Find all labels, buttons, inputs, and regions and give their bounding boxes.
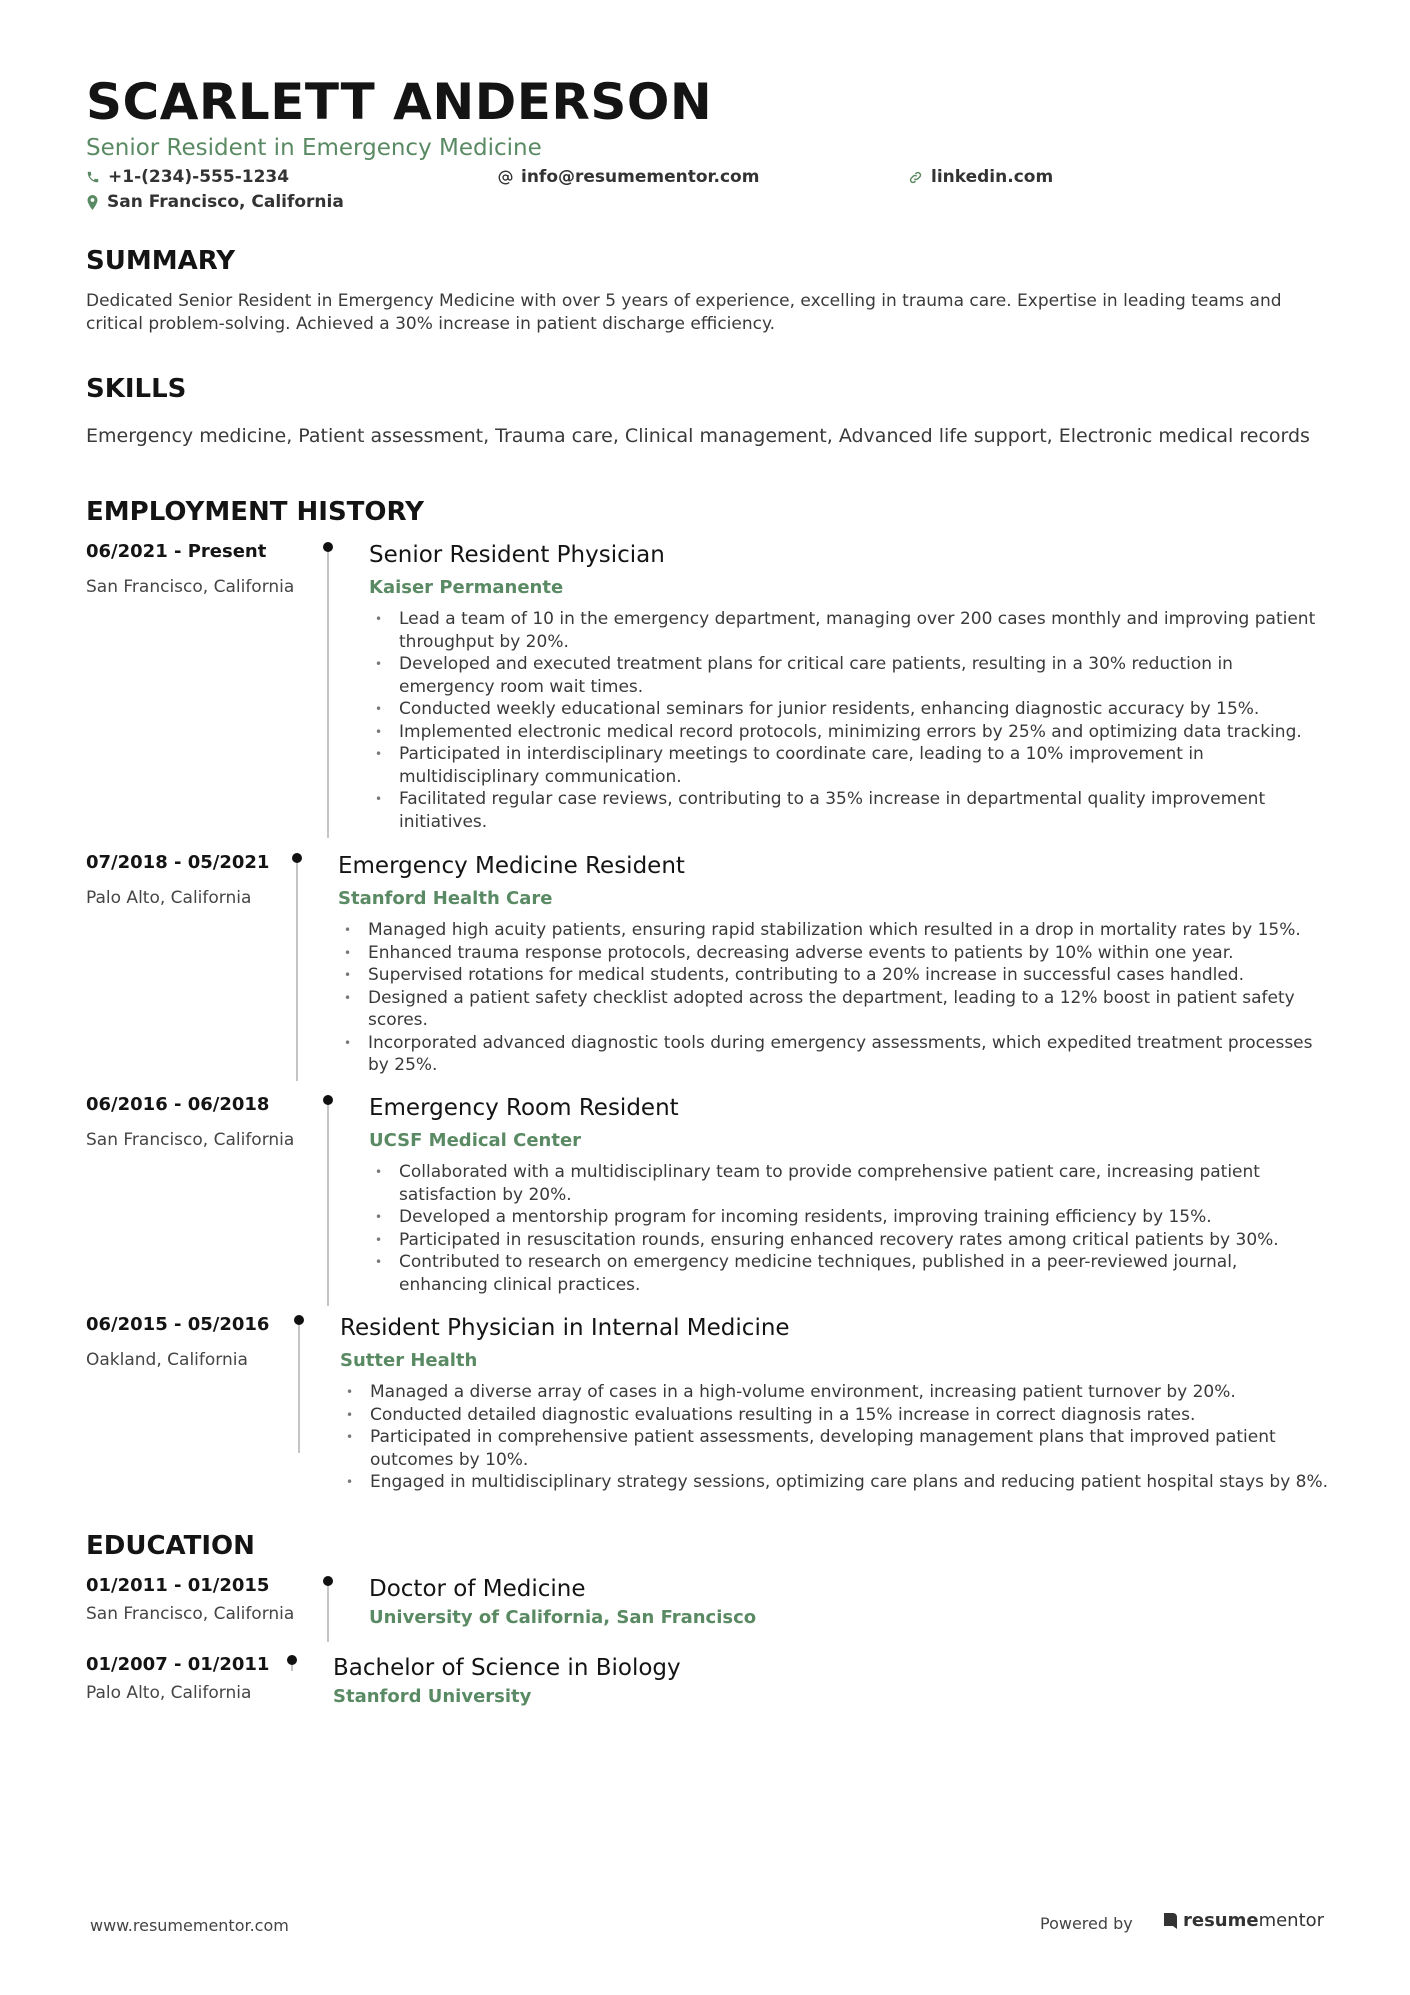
- job-bullets: [340, 1381, 1330, 1494]
- link-icon: [908, 170, 923, 185]
- education-location: San Francisco, California: [86, 1604, 295, 1624]
- brand-logo[interactable]: [1162, 1910, 1324, 1931]
- list-item: • Supervised rotations for medical students, contributing to a 20% increase in successful cases handled.: [344, 965, 1244, 985]
- job-content: [338, 851, 1330, 1077]
- powered-by-label: Powered by: [1040, 1914, 1133, 1933]
- summary-text: Dedicated Senior Resident in Emergency Medicine with over 5 years of experience, excelling in trauma care. Expertise in leading teams and critical problem-solving. Achieved a 30% increase in patient discharge efficiency.: [86, 291, 1282, 334]
- list-item: • Incorporated advanced diagnostic tools during emergency assessments, which expedited treatment processes by 25%.: [344, 1032, 1313, 1075]
- timeline-dot: [323, 542, 333, 552]
- education-heading: EDUCATION: [86, 1531, 255, 1561]
- education-degree: Bachelor of Science in Biology: [333, 1655, 681, 1681]
- list-item: • Managed a diverse array of cases in a high-volume environment, increasing patient turnover by 20%.: [346, 1382, 1236, 1402]
- timeline-line: [327, 1580, 329, 1642]
- contact-phone[interactable]: [86, 166, 289, 188]
- brand-text: mentor: [1258, 1910, 1325, 1931]
- list-item: • Participated in interdisciplinary meetings to coordinate care, leading to a 10% improvement in multidisciplinary communication.: [375, 744, 1204, 787]
- education-degree: Doctor of Medicine: [369, 1576, 586, 1602]
- job-role: Emergency Room Resident: [369, 1095, 679, 1121]
- education-date: 01/2007 - 01/2011: [86, 1654, 270, 1675]
- employment-heading: EMPLOYMENT HISTORY: [86, 497, 424, 527]
- education-content: [333, 1653, 1323, 1709]
- job-content: [369, 1093, 1329, 1296]
- timeline-dot: [294, 1315, 304, 1325]
- list-item: • Conducted weekly educational seminars for junior residents, enhancing diagnostic accuracy by 15%.: [375, 699, 1260, 719]
- list-item: • Participated in resuscitation rounds, ensuring enhanced recovery rates among critical patients by 30%.: [375, 1229, 1279, 1250]
- job-location: Palo Alto, California: [86, 888, 252, 908]
- list-item: • Enhanced trauma response protocols, decreasing adverse events to patients by 10% within one year.: [344, 942, 1234, 963]
- location-text: San Francisco, California: [107, 192, 344, 212]
- footer-website-link[interactable]: www.resumementor.com: [90, 1916, 289, 1935]
- list-item: • Conducted detailed diagnostic evaluations resulting in a 15% increase in correct diagnosis rates.: [346, 1404, 1196, 1425]
- list-item: • Lead a team of 10 in the emergency department, managing over 200 cases monthly and improving patient throughput by 20%.: [375, 609, 1316, 652]
- education-date: 01/2011 - 01/2015: [86, 1575, 270, 1596]
- job-location: Oakland, California: [86, 1350, 248, 1370]
- location-pin-icon: [86, 195, 99, 210]
- skills-heading: SKILLS: [86, 374, 187, 404]
- education-school: University of California, San Francisco: [369, 1607, 757, 1628]
- education-school: Stanford University: [333, 1686, 532, 1707]
- contact-location: [86, 191, 344, 213]
- job-content: [369, 540, 1329, 833]
- list-item: • Developed and executed treatment plans for critical care patients, resulting in a 30% reduction in emergency room wait times.: [375, 654, 1233, 697]
- job-role: Resident Physician in Internal Medicine: [340, 1315, 790, 1341]
- list-item: • Engaged in multidisciplinary strategy sessions, optimizing care plans and reducing patient hospital stays by 8%.: [346, 1472, 1329, 1492]
- summary-heading: SUMMARY: [86, 246, 236, 276]
- job-role: Emergency Medicine Resident: [338, 853, 685, 879]
- email-text: info@resumementor.com: [521, 167, 760, 187]
- job-role: Senior Resident Physician: [369, 542, 665, 568]
- job-bullets: [338, 919, 1330, 1077]
- list-item: • Developed a mentorship program for incoming residents, improving training efficiency by 15%.: [375, 1207, 1212, 1227]
- timeline-line: [327, 1099, 329, 1306]
- list-item: • Facilitated regular case reviews, contributing to a 35% increase in departmental quality improvement initiatives.: [375, 789, 1266, 832]
- contact-linkedin[interactable]: [908, 166, 1053, 188]
- list-item: • Collaborated with a multidisciplinary team to provide comprehensive patient care, increasing patient satisfaction by 20%.: [375, 1162, 1260, 1205]
- brand-bold-text: resume: [1183, 1910, 1259, 1931]
- brand-mark-icon: [1162, 1912, 1178, 1930]
- job-org: UCSF Medical Center: [369, 1130, 582, 1151]
- timeline-dot: [323, 1576, 333, 1586]
- timeline-line: [327, 546, 329, 838]
- list-item: • Implemented electronic medical record protocols, minimizing errors by 25% and optimizing data tracking.: [375, 721, 1302, 742]
- education-location: Palo Alto, California: [86, 1683, 252, 1703]
- education-content: [369, 1574, 1329, 1630]
- job-org: Kaiser Permanente: [369, 577, 564, 598]
- job-org: Stanford Health Care: [338, 888, 553, 909]
- at-icon: [498, 170, 513, 185]
- phone-text: +1-(234)-555-1234: [108, 167, 290, 187]
- timeline-line: [296, 857, 298, 1081]
- job-date: 06/2016 - 06/2018: [86, 1094, 270, 1115]
- job-bullets: [369, 608, 1329, 833]
- candidate-name: SCARLETT ANDERSON: [86, 73, 713, 131]
- timeline-line: [298, 1319, 300, 1453]
- list-item: • Participated in comprehensive patient assessments, developing management plans that improved patient outcomes by 10%.: [346, 1427, 1276, 1470]
- phone-icon: [86, 170, 100, 184]
- job-date: 07/2018 - 05/2021: [86, 852, 270, 873]
- list-item: • Contributed to research on emergency medicine techniques, published in a peer-reviewed journal, enhancing clinical practices.: [375, 1252, 1238, 1295]
- skills-text: Emergency medicine, Patient assessment, Trauma care, Clinical management, Advanced life support, Electronic medical records: [86, 425, 1310, 447]
- list-item: • Designed a patient safety checklist adopted across the department, leading to a 12% boost in patient safety scores.: [344, 987, 1295, 1030]
- job-location: San Francisco, California: [86, 577, 295, 597]
- job-org: Sutter Health: [340, 1350, 478, 1371]
- timeline-dot: [292, 853, 302, 863]
- job-content: [340, 1313, 1330, 1494]
- timeline-dot: [287, 1655, 297, 1665]
- candidate-title: Senior Resident in Emergency Medicine: [86, 135, 542, 161]
- job-bullets: [369, 1161, 1329, 1296]
- contact-email[interactable]: [498, 166, 759, 188]
- job-date: 06/2021 - Present: [86, 541, 267, 562]
- job-date: 06/2015 - 05/2016: [86, 1314, 270, 1335]
- list-item: • Managed high acuity patients, ensuring rapid stabilization which resulted in a drop in mortality rates by 15%.: [344, 920, 1301, 940]
- job-location: San Francisco, California: [86, 1130, 295, 1150]
- linkedin-text: linkedin.com: [931, 167, 1054, 187]
- timeline-dot: [323, 1095, 333, 1105]
